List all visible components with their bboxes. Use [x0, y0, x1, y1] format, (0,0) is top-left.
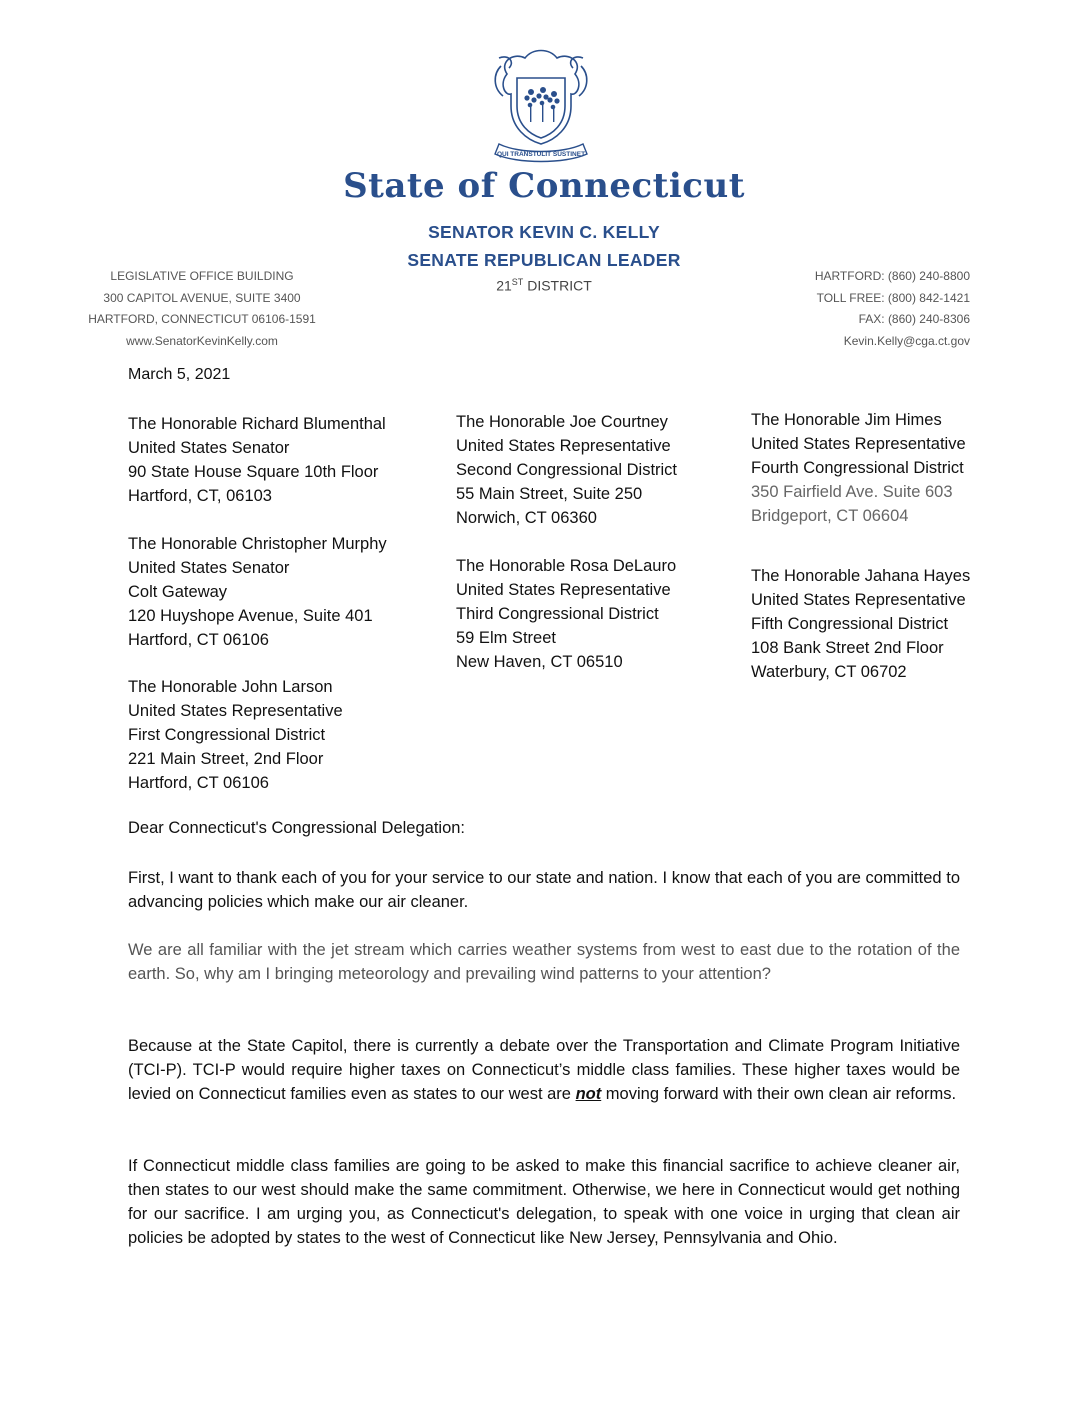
website-link[interactable]: www.SenatorKevinKelly.com — [126, 333, 278, 348]
recipient-line: United States Representative — [751, 591, 966, 609]
state-seal-logo — [479, 44, 603, 168]
recipient-line: 90 State House Square 10th Floor — [128, 463, 379, 481]
contact-line: TOLL FREE: (800) 842-1421 — [816, 290, 970, 305]
body-paragraph-2: We are all familiar with the jet stream which carries weather systems from west to east due to the rotation of the earth. So, why am I bringing meteorology and prevailing wind patterns to your attention? — [128, 941, 960, 983]
recipient-line: Hartford, CT 06106 — [128, 631, 269, 649]
recipient-line: Waterbury, CT 06702 — [751, 663, 907, 681]
letterhead-senator-title: SENATE REPUBLICAN LEADER — [407, 250, 681, 270]
address-line: 300 CAPITOL AVENUE, SUITE 3400 — [103, 290, 301, 305]
recipient-line: 221 Main Street, 2nd Floor — [128, 750, 324, 768]
letter-salutation: Dear Connecticut's Congressional Delegation: — [128, 819, 466, 837]
letterhead-office-address — [82, 266, 322, 352]
recipient-line: The Honorable Jahana Hayes — [751, 567, 971, 585]
body-paragraph-3: Because at the State Capitol, there is currently a debate over the Transportation and Climate Program Initiative (TCI-P). TCI-P would require higher taxes on Connecticut’s middle class families. These higher taxes would be levied on Connecticut families even as states to our west are not moving forward with their own clean air reforms. — [128, 1037, 960, 1103]
recipient-line: Third Congressional District — [456, 605, 659, 623]
recipient-line: United States Senator — [128, 559, 290, 577]
recipient-line: United States Representative — [456, 581, 671, 599]
body-paragraph-4: If Connecticut middle class families are going to be asked to make this financial sacrifice to achieve cleaner air, then states to our west should make the same commitment. Otherwise, we here in Connecticut would get nothing for our sacrifice. I am urging you, as Connecticut's delegation, to speak with one voice in urging that clean air policies be adopted by states to the west of Connecticut like New Jersey, Pennsylvania and Ohio. — [128, 1157, 960, 1247]
recipient-line: Fifth Congressional District — [751, 615, 949, 633]
recipient-delauro — [456, 554, 676, 674]
recipient-line: Bridgeport, CT 06604 — [751, 507, 909, 525]
recipient-line: Norwich, CT 06360 — [456, 509, 597, 527]
recipient-line: 108 Bank Street 2nd Floor — [751, 639, 944, 657]
recipient-line: 120 Huyshope Avenue, Suite 401 — [128, 607, 373, 625]
body-paragraph-1: First, I want to thank each of you for your service to our state and nation. I know that each of you are committed to advancing policies which make our air cleaner. — [128, 869, 960, 911]
letter-date: March 5, 2021 — [128, 366, 231, 383]
seal-ribbon-text: QUI TRANSTULIT SUSTINET — [496, 151, 586, 158]
recipient-line: The Honorable Jim Himes — [751, 411, 942, 429]
recipient-line: Fourth Congressional District — [751, 459, 964, 477]
recipient-line: Second Congressional District — [456, 461, 678, 479]
contact-line: FAX: (860) 240-8306 — [858, 312, 970, 326]
contact-line: HARTFORD: (860) 240-8800 — [814, 269, 970, 283]
recipient-blumenthal — [128, 412, 386, 508]
recipient-hayes — [751, 564, 970, 684]
recipient-line: 350 Fairfield Ave. Suite 603 — [751, 483, 953, 501]
recipient-line: United States Representative — [751, 435, 966, 453]
email-link[interactable]: Kevin.Kelly@cga.ct.gov — [843, 333, 970, 348]
emphasis-not: not — [575, 1085, 602, 1103]
recipient-line: New Haven, CT 06510 — [456, 653, 623, 671]
address-line: HARTFORD, CONNECTICUT 06106-1591 — [88, 312, 316, 326]
recipient-line: United States Senator — [128, 439, 290, 457]
letterhead-state-title: State of Connecticut — [343, 166, 745, 206]
address-line: LEGISLATIVE OFFICE BUILDING — [110, 269, 294, 283]
recipient-line: Hartford, CT 06106 — [128, 774, 269, 792]
recipient-larson — [128, 675, 343, 795]
recipient-line: The Honorable Joe Courtney — [456, 413, 668, 431]
recipient-line: Hartford, CT, 06103 — [128, 487, 272, 505]
recipient-line: Colt Gateway — [128, 583, 228, 601]
recipient-line: The Honorable John Larson — [128, 678, 333, 696]
recipient-line: The Honorable Christopher Murphy — [128, 535, 387, 553]
recipient-line: The Honorable Rosa DeLauro — [456, 557, 677, 575]
recipient-murphy — [128, 532, 387, 652]
recipient-line: First Congressional District — [128, 726, 326, 744]
letterhead-senator-name: SENATOR KEVIN C. KELLY — [428, 222, 660, 242]
recipient-himes — [751, 408, 966, 528]
recipient-line: 59 Elm Street — [456, 629, 556, 647]
letterhead-district: 21ST DISTRICT — [496, 277, 592, 294]
recipient-line: The Honorable Richard Blumenthal — [128, 415, 386, 433]
recipient-line: 55 Main Street, Suite 250 — [456, 485, 643, 503]
recipient-courtney — [456, 410, 677, 530]
recipient-line: United States Representative — [128, 702, 343, 720]
recipient-line: United States Representative — [456, 437, 671, 455]
letterhead-contact-info — [772, 266, 970, 352]
